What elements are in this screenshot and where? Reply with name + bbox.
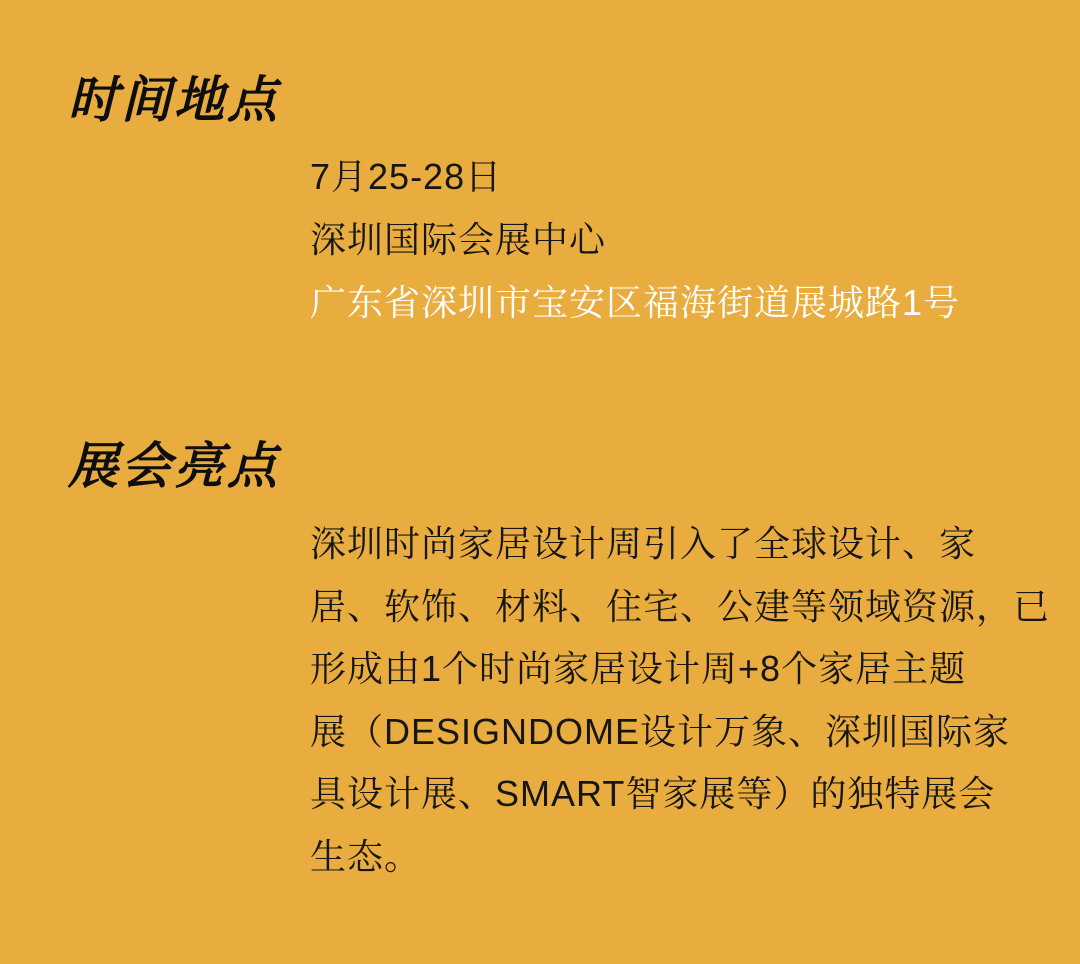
- highlights-heading: 展会亮点: [68, 438, 280, 494]
- highlights-line: 展（DESIGNDOME设计万象、深圳国际家: [310, 710, 1011, 752]
- event-address: 广东省深圳市宝安区福海街道展城路1号: [310, 282, 961, 323]
- highlights-line: 具设计展、SMART智家展等）的独特展会: [310, 773, 996, 814]
- highlights-line: 深圳时尚家居设计周引入了全球设计、家: [310, 523, 977, 564]
- event-venue: 深圳国际会展中心: [310, 219, 607, 260]
- time-location-details: [310, 145, 960, 334]
- highlights-line: 居、软饰、材料、住宅、公建等领域资源，已: [310, 585, 1051, 627]
- time-location-heading: 时间地点: [68, 72, 280, 128]
- highlights-paragraph: [310, 513, 1050, 888]
- highlights-line: 形成由1个时尚家居设计周+8个家居主题: [310, 648, 967, 689]
- highlights-line: 生态。: [310, 835, 422, 877]
- event-date: 7月25-28日: [310, 156, 503, 197]
